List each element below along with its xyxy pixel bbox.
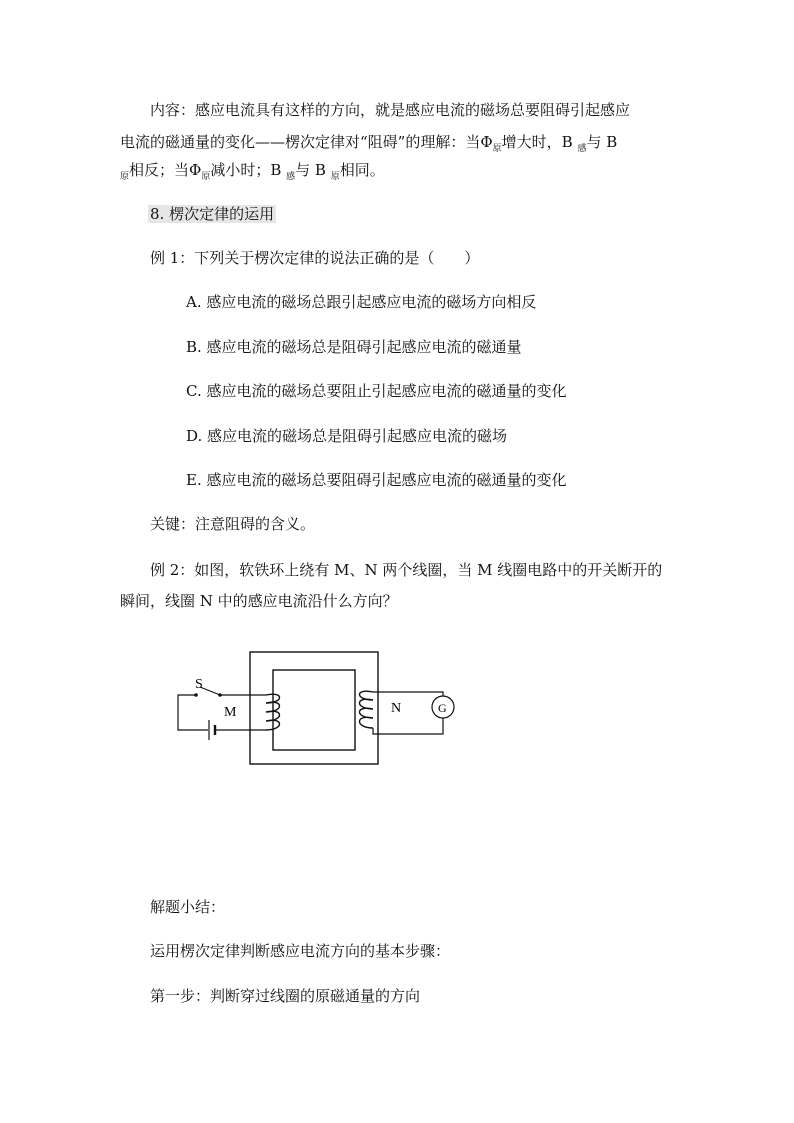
subscript-yuan: 原: [330, 172, 340, 182]
section-heading: [148, 204, 276, 224]
option-b: B. 感应电流的磁场总是阻碍引起感应电流的磁通量: [186, 338, 522, 356]
paragraph1-line2-b: 增大时，B: [501, 133, 578, 151]
paragraph1-line3-d: 相同。: [339, 161, 385, 179]
battery-icon: [209, 720, 215, 740]
option-d: D. 感应电流的磁场总是阻碍引起感应电流的磁场: [186, 427, 508, 445]
summary-step1: 第一步：判断穿过线圈的原磁通量的方向: [150, 987, 421, 1005]
paragraph1-line2-c: 与 B: [586, 133, 618, 151]
label-m: M: [224, 705, 237, 720]
paragraph1-line2: [120, 132, 617, 159]
n-circuit: [373, 692, 443, 734]
paragraph1-line3-c: 与 B: [295, 161, 331, 179]
switch-contact: [218, 693, 222, 697]
section-heading-text: 8. 楞次定律的运用: [150, 205, 275, 223]
subscript-yuan: 原: [201, 172, 211, 182]
option-c: C. 感应电流的磁场总要阻止引起感应电流的磁通量的变化: [186, 382, 567, 400]
paragraph1-line3-a: 相反；当Φ: [129, 161, 202, 179]
paragraph1-line2-a: 电流的磁通量的变化——楞次定律对“阻碍”的理解：当Φ: [120, 133, 493, 151]
coil-n: [360, 691, 374, 728]
example2-line1: 例 2：如图，软铁环上绕有 M、N 两个线圈，当 M 线圈电路中的开关断开的: [150, 561, 663, 579]
iron-ring-inner: [273, 670, 355, 750]
label-g: G: [438, 701, 447, 715]
iron-ring-circuit-figure: [168, 650, 478, 770]
iron-ring-outer: [250, 652, 378, 764]
example1-key: 关键：注意阻碍的含义。: [150, 515, 316, 533]
option-e: E. 感应电流的磁场总要阻碍引起感应电流的磁通量的变化: [186, 471, 567, 489]
summary-steps-intro: 运用楞次定律判断感应电流方向的基本步骤：: [150, 942, 451, 960]
label-s: S: [195, 677, 203, 692]
paragraph1-line3-b: 减小时；B: [210, 161, 287, 179]
subscript-gan: 感: [286, 172, 296, 182]
option-a: A. 感应电流的磁场总跟引起感应电流的磁场方向相反: [186, 293, 537, 311]
subscript-gan: 感: [577, 144, 587, 154]
example1-question: 例 1：下列关于楞次定律的说法正确的是（ ）: [150, 249, 480, 267]
paragraph1-line3: [120, 160, 385, 187]
m-circuit: [178, 687, 266, 730]
subscript-yuan: 原: [120, 172, 130, 182]
label-n: N: [391, 701, 402, 716]
subscript-yuan: 原: [492, 144, 502, 154]
paragraph1-line1: 内容：感应电流具有这样的方向，就是感应电流的磁场总要阻碍引起感应: [150, 101, 631, 119]
example2-line2: 瞬间，线圈 N 中的感应电流沿什么方向？: [120, 592, 398, 610]
switch-contact: [194, 693, 198, 697]
summary-title: 解题小结：: [150, 898, 226, 916]
